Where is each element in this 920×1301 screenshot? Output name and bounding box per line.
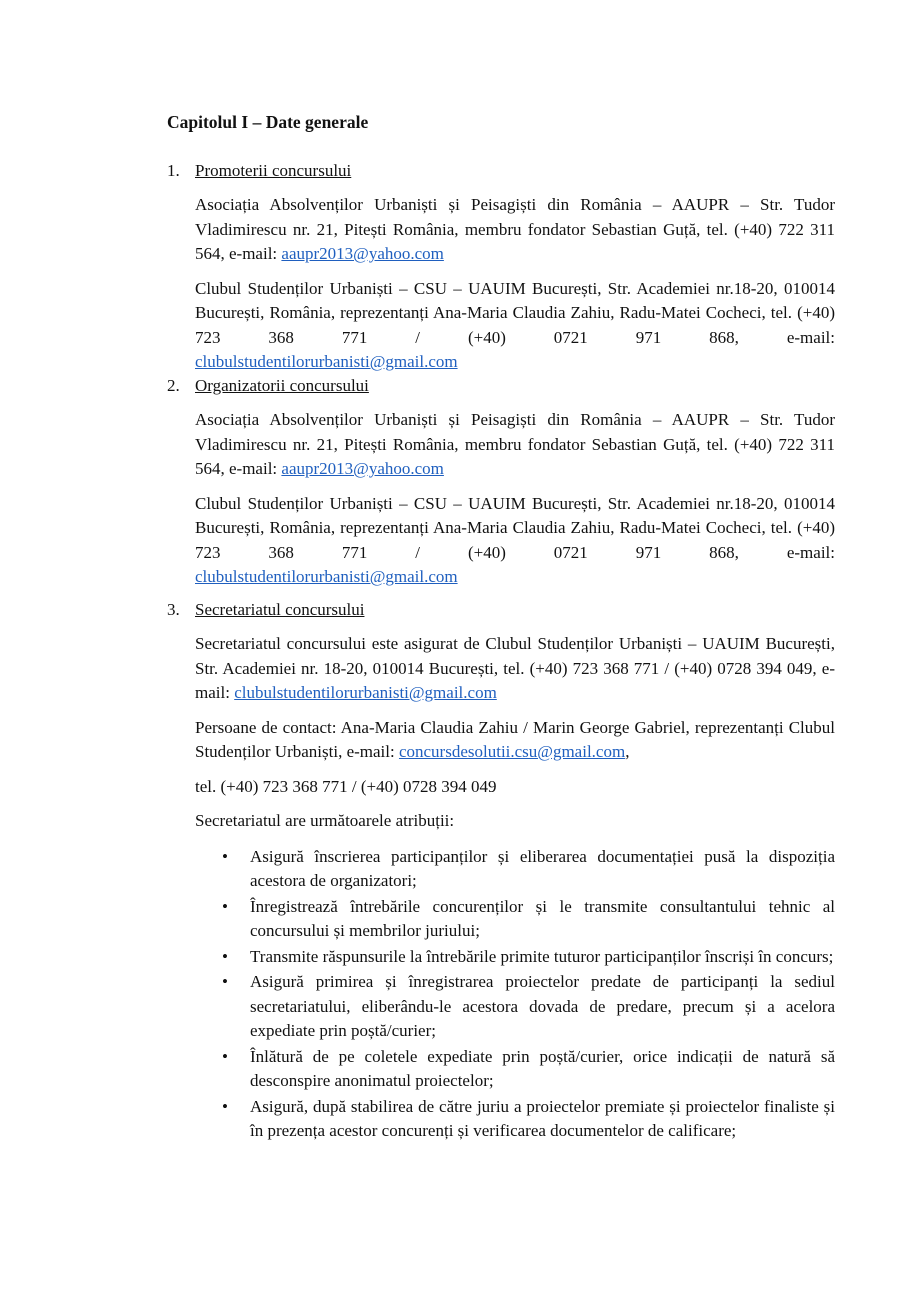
- list-item: • Înlătură de pe coletele expediate prin poștă/curier, orice indicații de natură să desconspire anonimatul proiectelor;: [222, 1046, 835, 1090]
- section-number: 1.: [167, 161, 180, 180]
- bullet-icon: •: [222, 1096, 228, 1116]
- email-link[interactable]: concursdesolutii.csu@gmail.com: [398, 742, 626, 761]
- section-title: Secretariatul concursului: [195, 600, 365, 619]
- list-item: • Asigură, după stabilirea de către juriu a proiectelor premiate și proiectelor finaliste și în prezența acestor concurenți și verificarea documentelor de calificare;: [222, 1096, 835, 1140]
- bullet-icon: •: [222, 1046, 228, 1066]
- list-item: • Înregistrează întrebările concurenților și le transmite consultantului tehnic al concursului și membrilor juriului;: [222, 896, 835, 940]
- section-secretariat: [167, 598, 835, 1145]
- paragraph-csu: Clubul Studenților Urbaniști – CSU – UAUIM București, Str. Academiei nr.18-20, 010014 București, România, reprezentanți Ana-Maria Claudia Zahiu, Radu-Matei Cocheci, tel. (+40) 723 368 771 / (+40) 0721 971 868, e-mail:: [195, 493, 835, 562]
- section-number: 2.: [167, 376, 180, 395]
- email-link[interactable]: aaupr2013@yahoo.com: [281, 244, 444, 263]
- paragraph-csu: Clubul Studenților Urbaniști – CSU – UAUIM București, Str. Academiei nr.18-20, 010014 București, România, reprezentanți Ana-Maria Claudia Zahiu, Radu-Matei Cocheci, tel. (+40) 723 368 771 / (+40) 0721 971 868, e-mail:: [195, 278, 835, 347]
- bullet-icon: •: [222, 846, 228, 866]
- list-item: • Transmite răspunsurile la întrebările primite tuturor participanților înscriși în concurs;: [167, 945, 835, 970]
- section-title-row: [167, 159, 835, 183]
- section-title-row: [167, 374, 835, 398]
- duties-list: [167, 845, 835, 1144]
- section-organizers: [167, 374, 835, 590]
- bullet-icon: •: [222, 896, 228, 916]
- email-link[interactable]: clubulstudentilorurbanisti@gmail.com: [195, 567, 458, 586]
- list-item: • Asigură primirea și înregistrarea proiectelor predate de participanți la sediul secretariatului, eliberându-le acestora dovada de predare, precum și a acelora expediate prin poștă/curier;: [222, 972, 835, 1040]
- email-link[interactable]: clubulstudentilorurbanisti@gmail.com: [234, 683, 497, 702]
- duties-intro: Secretariatul are următoarele atribuții:: [195, 811, 455, 830]
- list-item: • Asigură înscrierea participanților și eliberarea documentației pusă la dispoziția acestora de organizatori;: [222, 846, 835, 890]
- bullet-icon: •: [222, 972, 228, 991]
- section-promoters: [167, 159, 835, 375]
- email-link[interactable]: aaupr2013@yahoo.com: [281, 459, 444, 478]
- paragraph-secretariat: Secretariatul concursului este asigurat de Clubul Studenților Urbaniști – UAUIM București, Str. Academiei nr. 18-20, 010014 București, tel. (+40) 723 368 771 / (+40) 0728 394 049, e-mail: clubulstudentilorurbanisti@gmail.com: [195, 634, 835, 702]
- section-number: 3.: [167, 600, 180, 619]
- chapter-heading: Capitolul I – Date generale: [167, 112, 369, 132]
- section-title: Organizatorii concursului: [195, 376, 369, 395]
- section-title: Promoterii concursului: [195, 161, 352, 180]
- bullet-icon: •: [222, 946, 228, 966]
- section-title-row: [167, 598, 835, 622]
- paragraph-contacts: Persoane de contact: Ana-Maria Claudia Zahiu / Marin George Gabriel, reprezentanți Clubul Studenților Urbaniști, e-mail: concursdesolutii.csu@gmail.com,: [195, 717, 835, 761]
- email-link[interactable]: clubulstudentilorurbanisti@gmail.com: [195, 352, 458, 371]
- paragraph-aaupr: Asociația Absolvenților Urbaniști și Peisagiști din România – AAUPR – Str. Tudor Vladimirescu nr. 21, Pitești România, membru fondator Sebastian Guță, tel. (+40) 722 311 564, e-mail: aaupr2013@yahoo.com: [195, 195, 835, 263]
- phone-line: tel. (+40) 723 368 771 / (+40) 0728 394 049: [195, 776, 497, 796]
- paragraph-aaupr: Asociația Absolvenților Urbaniști și Peisagiști din România – AAUPR – Str. Tudor Vladimirescu nr. 21, Pitești România, membru fondator Sebastian Guță, tel. (+40) 722 311 564, e-mail: aaupr2013@yahoo.com: [195, 410, 835, 478]
